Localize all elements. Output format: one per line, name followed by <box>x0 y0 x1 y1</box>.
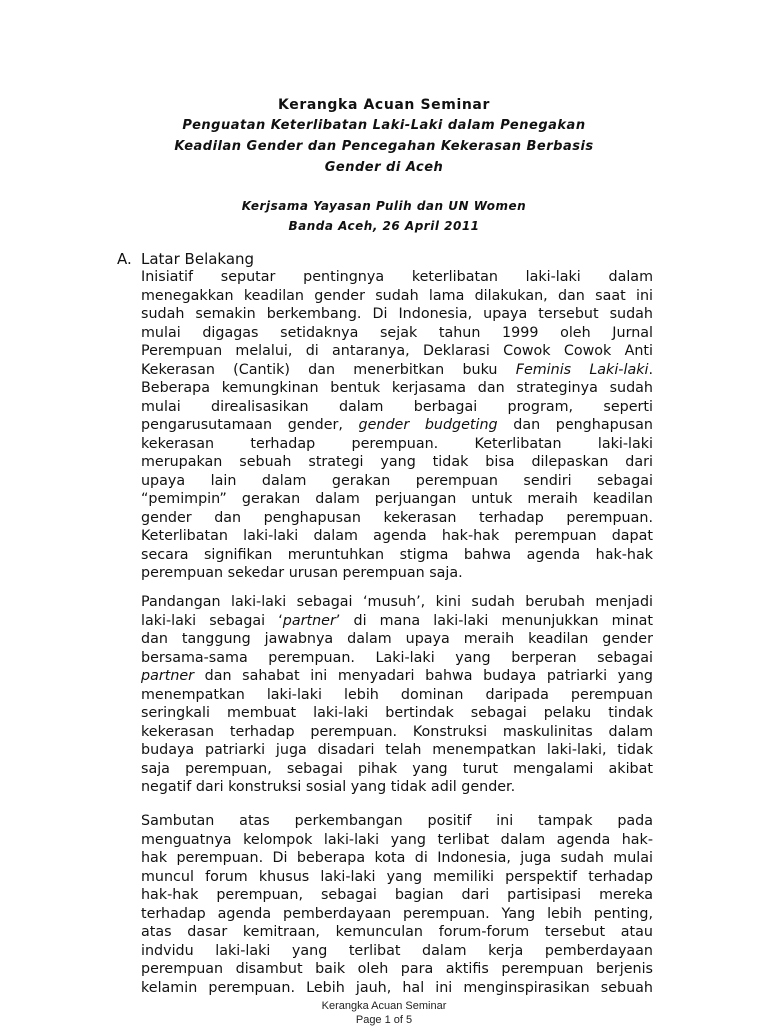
text-line: partner dan sahabat ini menyadari bahwa budaya patriarki yang <box>141 668 653 684</box>
text-line: perempuan sekedar urusan perempuan saja. <box>141 565 463 581</box>
text-line: seringkali membuat laki-laki bertindak sebagai pelaku tindak <box>141 705 653 721</box>
text-line: muncul forum khusus laki-laki yang memiliki perspektif terhadap <box>141 868 653 885</box>
text-line: secara signifikan meruntuhkan stigma bahwa agenda hak-hak <box>141 546 653 563</box>
section-title: Latar Belakang <box>141 250 255 268</box>
text-line: kelamin perempuan. Lebih jauh, hal ini menginspirasikan sebuah <box>141 979 653 996</box>
document-title: Kerangka Acuan Seminar <box>278 97 490 113</box>
subtitle-line-3: Gender di Aceh <box>324 160 444 175</box>
text-line: Keterlibatan laki-laki dalam agenda hak-hak perempuan dapat <box>141 528 653 544</box>
text-line: negatif dari konstruksi sosial yang tidak adil gender. <box>141 779 516 795</box>
italic-term: Feminis Laki-laki <box>515 361 649 378</box>
text-line: laki-laki sebagai ‘partner’ di mana laki-laki menunjukkan minat <box>141 612 653 629</box>
text-line: gender dan penghapusan kekerasan terhadap perempuan. <box>141 509 653 526</box>
subtitle-line-1: Penguatan Keterlibatan Laki-Laki dalam Penegakan <box>182 118 586 133</box>
page-number: Page 1 of 5 <box>355 1014 413 1026</box>
text-line: Beberapa kemungkinan bentuk kerjasama dan strateginya sudah <box>141 380 653 396</box>
footer-title: Kerangka Acuan Seminar <box>321 1000 447 1012</box>
text-line: hak-hak perempuan, sebagai bagian dari partisipasi mereka <box>141 887 653 903</box>
text-line: atas dasar kemitraan, kemunculan forum-forum tersebut atau <box>141 924 653 940</box>
text-line: saja perempuan, sebagai pihak yang turut mengalami akibat <box>141 760 653 777</box>
text-line: Kekerasan (Cantik) dan menerbitkan buku Feminis Laki-laki. <box>141 361 653 378</box>
text-line: bersama-sama perempuan. Laki-laki yang berperan sebagai <box>141 649 653 666</box>
text-line: sudah semakin berkembang. Di Indonesia, upaya tersebut sudah <box>141 306 653 322</box>
text-line: Sambutan atas perkembangan positif ini tampak pada <box>141 813 653 829</box>
text-line: mulai digagas setidaknya sejak tahun 1999 oleh Jurnal <box>141 324 653 341</box>
subtitle-line-2: Keadilan Gender dan Pencegahan Kekerasan Berbasis <box>174 139 594 154</box>
paragraph-3 <box>141 812 653 997</box>
section-letter: A. <box>117 250 132 268</box>
text-line: menempatkan laki-laki lebih dominan daripada perempuan <box>141 686 653 703</box>
text-line: merupakan sebuah strategi yang tidak bisa dilepaskan dari <box>141 454 653 470</box>
text-line: indvidu laki-laki yang terlibat dalam kerja pemberdayaan <box>141 942 653 959</box>
text-line: upaya lain dalam gerakan perempuan sendiri sebagai <box>141 472 653 489</box>
text-line: hak perempuan. Di beberapa kota di Indonesia, juga sudah mulai <box>141 850 653 866</box>
text-line: menguatnya kelompok laki-laki yang terlibat dalam agenda hak- <box>141 831 653 848</box>
text-line: “pemimpin” gerakan dalam perjuangan untuk meraih keadilan <box>141 491 653 507</box>
italic-term: partner <box>282 612 336 629</box>
text-line: kekerasan terhadap perempuan. Konstruksi maskulinitas dalam <box>141 723 653 740</box>
text-line: perempuan disambut baik oleh para aktifis perempuan berjenis <box>141 961 653 977</box>
text-line: Inisiatif seputar pentingnya keterlibatan laki-laki dalam <box>141 269 653 285</box>
text-line: pengarusutamaan gender, gender budgeting dan penghapusan <box>141 417 653 433</box>
paragraph-1 <box>141 268 653 583</box>
text-line: terhadap agenda pemberdayaan perempuan. Yang lebih penting, <box>141 905 653 922</box>
text-line: budaya patriarki juga disadari telah menempatkan laki-laki, tidak <box>141 742 653 758</box>
text-line: Pandangan laki-laki sebagai ‘musuh’, kini sudah berubah menjadi <box>141 594 653 610</box>
text-line: dan tanggung jawabnya dalam upaya meraih keadilan gender <box>141 631 653 647</box>
text-line: kekerasan terhadap perempuan. Keterlibatan laki-laki <box>141 435 653 452</box>
text-line: mulai direalisasikan dalam berbagai program, seperti <box>141 398 653 415</box>
section-heading <box>117 249 254 269</box>
italic-term: partner <box>141 668 195 684</box>
collaboration-line: Kerjsama Yayasan Pulih dan UN Women <box>241 199 527 213</box>
italic-term: gender budgeting <box>358 417 498 433</box>
text-line: menegakkan keadilan gender sudah lama dilakukan, dan saat ini <box>141 287 653 304</box>
text-line: Perempuan melalui, di antaranya, Deklarasi Cowok Cowok Anti <box>141 343 653 359</box>
place-date-line: Banda Aceh, 26 April 2011 <box>288 219 480 233</box>
paragraph-2 <box>141 593 653 797</box>
